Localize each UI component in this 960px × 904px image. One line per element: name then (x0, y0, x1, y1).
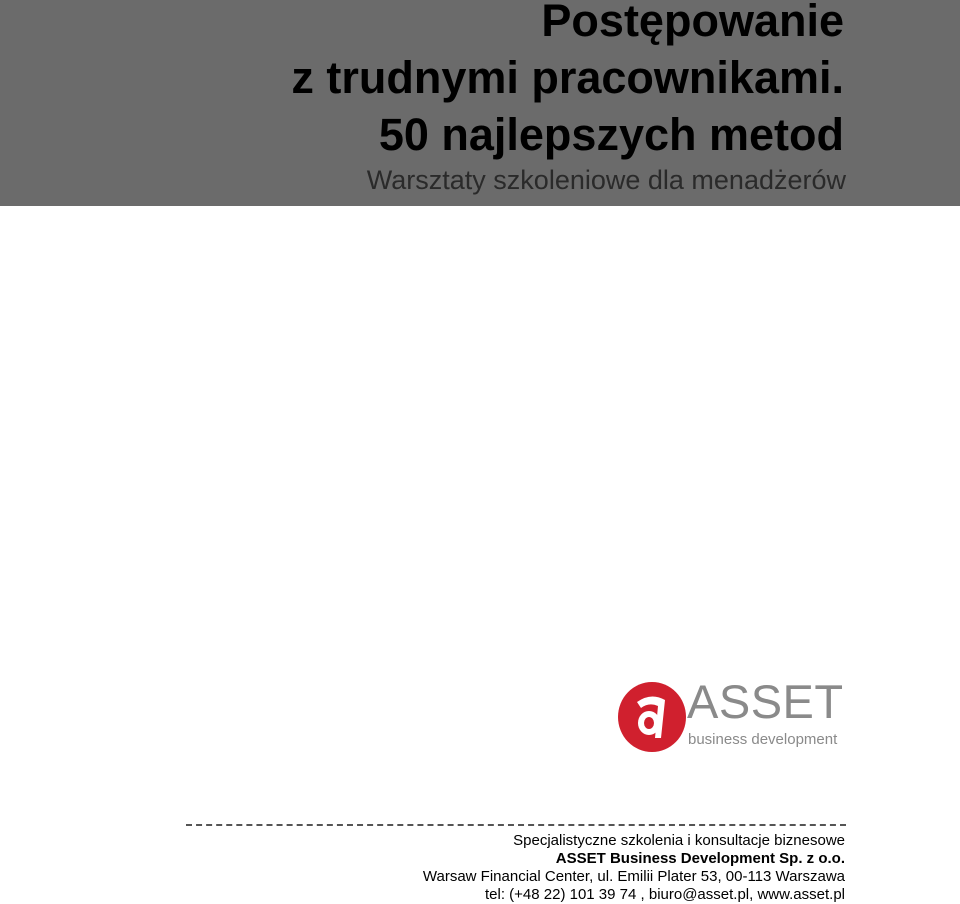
logo-word: ASSET (687, 675, 844, 728)
footer (423, 832, 845, 904)
logo-tagline: business development (688, 731, 838, 748)
title-line-2: z trudnymi pracownikami. (291, 52, 844, 103)
footer-divider (186, 824, 846, 826)
title-line-1: Postępowanie (541, 0, 844, 46)
asset-a-logo-icon (615, 680, 689, 754)
document-title (291, 0, 844, 163)
document-subtitle: Warsztaty szkoleniowe dla menadżerów (366, 165, 846, 195)
asset-logo (615, 675, 844, 756)
footer-description: Specjalistyczne szkolenia i konsultacje biznesowe (513, 832, 845, 849)
footer-company: ASSET Business Development Sp. z o.o. (555, 850, 845, 867)
footer-address: Warsaw Financial Center, ul. Emilii Plater 53, 00-113 Warszawa (422, 868, 845, 885)
footer-contact: tel: (+48 22) 101 39 74 , biuro@asset.pl, www.asset.pl (484, 886, 845, 903)
title-line-3: 50 najlepszych metod (378, 109, 844, 160)
header-band (0, 0, 960, 206)
